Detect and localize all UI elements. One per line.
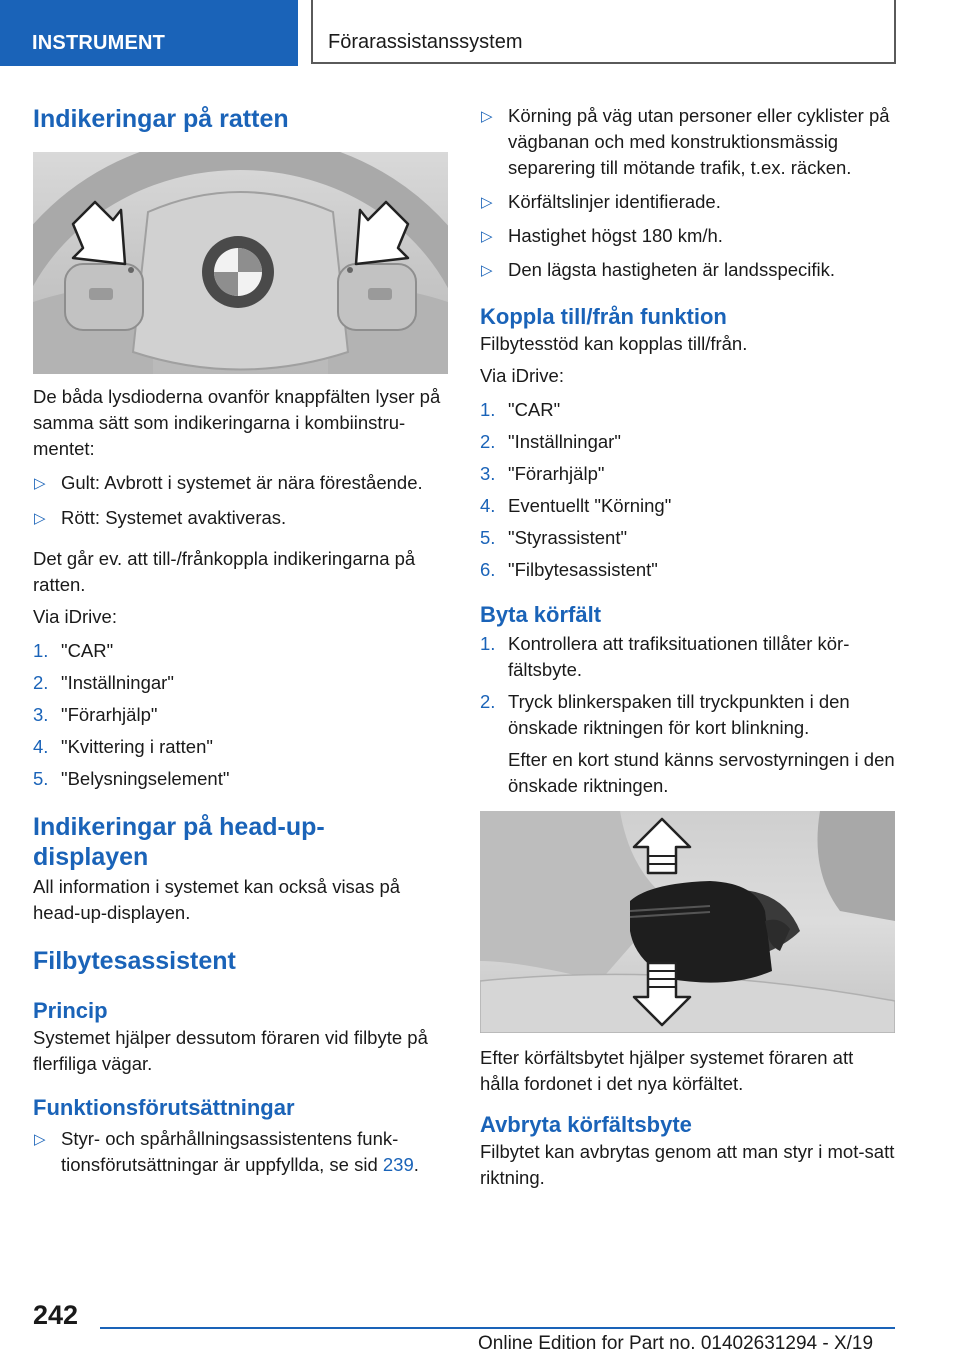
paragraph-leds: De båda lysdioderna ovanför knappfälten lyser på samma sätt som indikeringarna i kombiinstru-mentet:	[33, 386, 441, 459]
heading-indicators-wheel: Indikeringar på ratten	[33, 105, 289, 133]
list-item: 3. "Förarhjälp"	[480, 463, 605, 484]
list-item: 1. "CAR"	[480, 399, 561, 420]
via-idrive-label: Via iDrive:	[33, 606, 117, 627]
triangle-right-icon: ▷	[34, 510, 46, 527]
list-item: ▷ Körfältslinjer identifierade.	[480, 189, 895, 215]
heading-principle: Princip	[33, 998, 108, 1023]
conditions-list-left	[33, 1126, 448, 1178]
page-reference-link[interactable]: 239	[382, 1154, 414, 1175]
footer-divider	[100, 1327, 895, 1329]
list-item: 3. "Förarhjälp"	[33, 704, 158, 725]
led-list	[33, 470, 448, 531]
right-column	[480, 100, 895, 1191]
triangle-right-icon: ▷	[481, 262, 493, 279]
list-item: ▷ Hastighet högst 180 km/h.	[480, 223, 895, 249]
heading-conditions: Funktionsförutsättningar	[33, 1095, 295, 1120]
change-lane-steps	[480, 631, 895, 741]
page-header	[0, 0, 960, 66]
heading-change-lane: Byta körfält	[480, 602, 602, 627]
list-item: 5. "Belysningselement"	[33, 768, 230, 789]
conditions-list-right	[480, 103, 895, 283]
list-item: 5. "Styrassistent"	[480, 527, 628, 548]
paragraph-after-change: Efter körfältsbytet hjälper systemet föraren att hålla fordonet i det nya körfältet.	[480, 1047, 854, 1094]
triangle-right-icon: ▷	[481, 194, 493, 211]
left-column	[33, 100, 448, 1178]
idrive-steps-list-right	[480, 397, 895, 583]
list-item: 1. "CAR"	[33, 640, 114, 661]
triangle-right-icon: ▷	[34, 1131, 46, 1148]
list-item: 2. "Inställningar"	[480, 431, 621, 452]
steering-wheel-figure	[33, 152, 448, 374]
via-idrive-label: Via iDrive:	[480, 365, 564, 386]
triangle-right-icon: ▷	[481, 108, 493, 125]
page-number: 242	[33, 1300, 79, 1330]
paragraph-principle: Systemet hjälper dessutom föraren vid filbyte på flerfiliga vägar.	[33, 1027, 428, 1074]
section-title: Förarassistanssystem	[311, 0, 896, 64]
paragraph-toggle-indicators: Det går ev. att till-/frånkoppla indikeringarna på ratten.	[33, 548, 416, 595]
list-item: 6. "Filbytesassistent"	[480, 559, 658, 580]
list-item: ▷ Den lägsta hastigheten är landsspecifik.	[480, 257, 895, 283]
paragraph-toggle-function: Filbytesstöd kan kopplas till/från.	[480, 333, 748, 354]
arrow-up-icon	[634, 819, 690, 873]
heading-toggle-function: Koppla till/från funktion	[480, 304, 727, 329]
heading-hud: Indikeringar på head-up-displayen	[33, 813, 325, 871]
idrive-steps-list	[33, 638, 448, 792]
list-item: ▷ Gult: Avbrott i systemet är nära förestående.	[33, 470, 448, 496]
triangle-right-icon: ▷	[34, 475, 46, 492]
triangle-right-icon: ▷	[481, 228, 493, 245]
list-item: 2. "Inställningar"	[33, 672, 174, 693]
list-item: ▷ Styr- och spårhållningsassistentens funk-tionsförutsättningar är uppfyllda, se sid 239.	[34, 1128, 419, 1175]
bmw-logo	[202, 236, 274, 308]
list-item: 1. Kontrollera att trafiksituationen tillåter kör-fältsbyte.	[480, 633, 850, 680]
paragraph-hud: All information i systemet kan också visas på head-up-displayen.	[33, 876, 401, 923]
footer-edition: Online Edition for Part no. 01402631294 - X/19	[478, 1333, 874, 1354]
paragraph-cancel-change: Filbytet kan avbrytas genom att man styr i mot-satt riktning.	[480, 1141, 895, 1188]
list-item: ▷ Rött: Systemet avaktiveras.	[33, 505, 448, 531]
chapter-tab[interactable]: INSTRUMENT	[0, 0, 298, 66]
turn-signal-lever-figure	[480, 811, 895, 1033]
list-item: 2. Tryck blinkerspaken till tryckpunkten i den önskade riktningen för kort blinkning.	[480, 691, 850, 738]
list-item: 4. "Kvittering i ratten"	[33, 736, 213, 757]
right-button-panel	[338, 264, 416, 330]
list-item: 4. Eventuellt "Körning"	[480, 495, 672, 516]
left-button-panel	[65, 264, 143, 330]
heading-lane-change-assistant: Filbytesassistent	[33, 947, 236, 975]
list-item: ▷ Körning på väg utan personer eller cyklister på vägbanan och med konstruktionsmässig separering till mötande trafik, t.ex. räcken.	[481, 105, 890, 178]
heading-cancel-change: Avbryta körfältsbyte	[480, 1112, 692, 1137]
paragraph-after-delay: Efter en kort stund känns servostyrningen i den önskade riktningen.	[508, 749, 895, 796]
